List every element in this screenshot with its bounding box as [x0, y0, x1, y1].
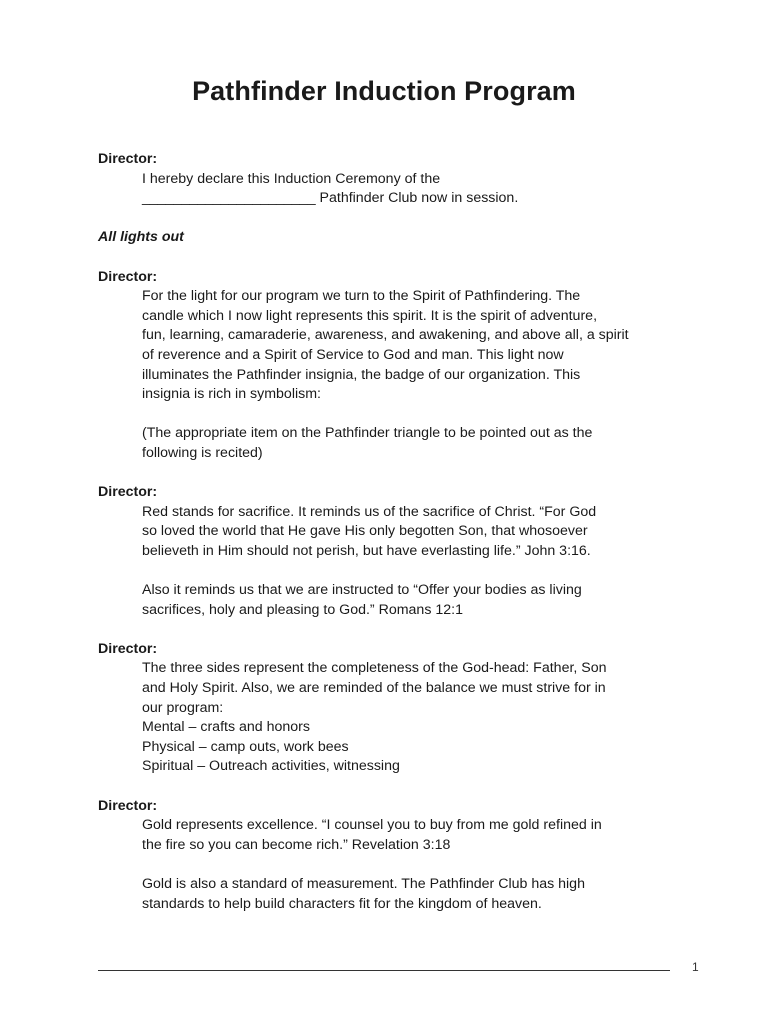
- director-speech-2: [142, 287, 658, 463]
- text-line: Also it reminds us that we are instructed to “Offer your bodies as living: [142, 582, 582, 599]
- text-line: Gold is also a standard of measurement. The Pathfinder Club has high: [142, 875, 585, 892]
- text-line: fun, learning, camaraderie, awareness, and awakening, and above all, a spirit: [142, 327, 629, 344]
- text-line: I hereby declare this Induction Ceremony of the: [142, 170, 441, 187]
- speaker-label: Director:: [98, 640, 158, 657]
- text-line: of reverence and a Spirit of Service to God and man. This light now: [142, 346, 564, 363]
- text-line: so loved the world that He gave His only begotten Son, that whosoever: [142, 523, 588, 540]
- speaker-label: Director:: [98, 268, 158, 285]
- list-item: Spiritual – Outreach activities, witnessing: [142, 758, 400, 775]
- speaker-label: Director:: [98, 484, 158, 501]
- note-line: (The appropriate item on the Pathfinder triangle to be pointed out as the: [142, 425, 593, 442]
- text-line: The three sides represent the completeness of the God-head: Father, Son: [142, 660, 607, 677]
- text-line: and Holy Spirit. Also, we are reminded of the balance we must strive for in: [142, 680, 606, 697]
- page-title: Pathfinder Induction Program: [192, 76, 576, 106]
- document-body: [98, 150, 658, 914]
- text-line: standards to help build characters fit for the kingdom of heaven.: [142, 895, 542, 912]
- director-speech-3: [142, 503, 658, 621]
- page-number: 1: [692, 960, 699, 974]
- text-line: Gold represents excellence. “I counsel you to buy from me gold refined in: [142, 817, 602, 834]
- text-line: sacrifices, holy and pleasing to God.” Romans 12:1: [142, 601, 463, 618]
- text-line: the fire so you can become rich.” Revelation 3:18: [142, 836, 451, 853]
- text-line: our program:: [142, 699, 224, 716]
- speaker-label: Director:: [98, 151, 158, 167]
- text-line: believeth in Him should not perish, but have everlasting life.” John 3:16.: [142, 542, 591, 559]
- note-line: following is recited): [142, 444, 263, 461]
- text-line: ______________________ Pathfinder Club now in session.: [142, 190, 519, 207]
- text-line: For the light for our program we turn to the Spirit of Pathfindering. The: [142, 288, 581, 305]
- text-line: Red stands for sacrifice. It reminds us of the sacrifice of Christ. “For God: [142, 503, 597, 520]
- stage-direction: All lights out: [98, 229, 184, 246]
- list-item: Mental – crafts and honors: [142, 719, 310, 736]
- director-speech-1: [142, 170, 658, 209]
- director-speech-5: [142, 816, 658, 914]
- director-speech-4: [142, 659, 658, 777]
- text-line: candle which I now light represents this spirit. It is the spirit of adventure,: [142, 307, 598, 324]
- text-line: illuminates the Pathfinder insignia, the badge of our organization. This: [142, 366, 581, 383]
- footer-divider: [98, 970, 670, 971]
- list-item: Physical – camp outs, work bees: [142, 738, 349, 755]
- text-line: insignia is rich in symbolism:: [142, 386, 321, 403]
- speaker-label: Director:: [98, 797, 158, 814]
